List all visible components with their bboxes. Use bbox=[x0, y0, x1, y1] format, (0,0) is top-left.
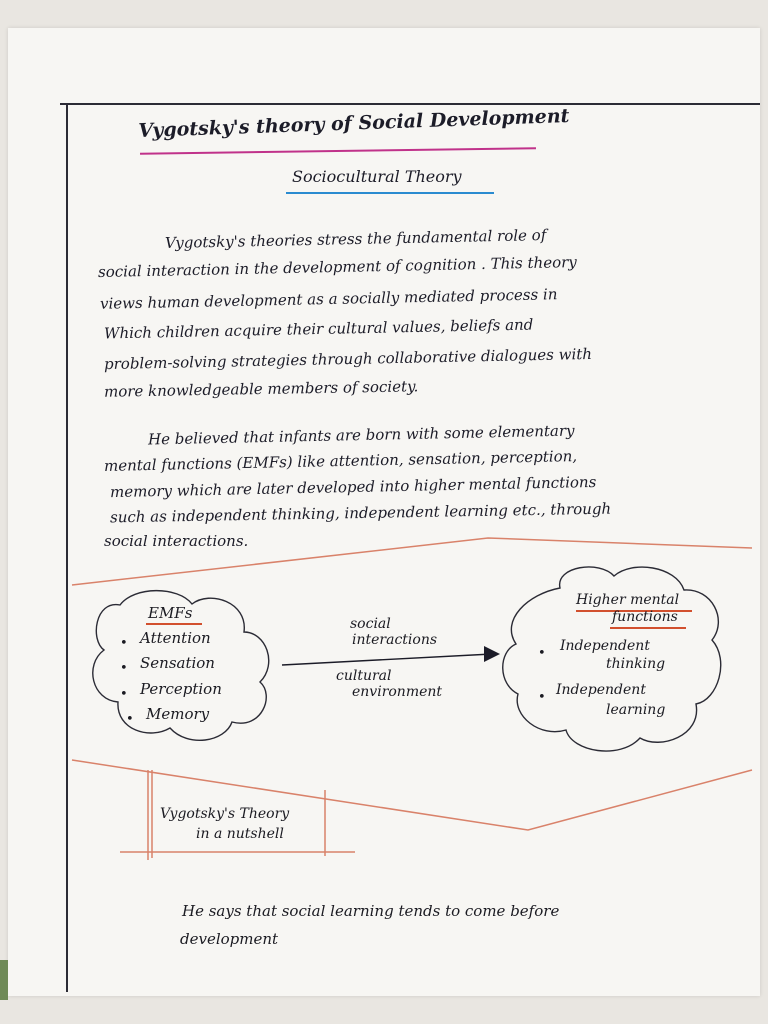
higher-heading-underline bbox=[610, 627, 686, 629]
higher-functions-heading: functions bbox=[612, 609, 678, 625]
arrow-label-social: social bbox=[350, 616, 391, 632]
arrow-label-cultural: cultural bbox=[336, 668, 392, 684]
bullet-icon: • bbox=[120, 687, 128, 702]
bullet-icon: • bbox=[538, 646, 546, 661]
bullet-icon: • bbox=[126, 712, 134, 727]
paragraph2-line: social interactions. bbox=[104, 532, 249, 550]
higher-item: thinking bbox=[606, 656, 666, 672]
paragraph1-line: more knowledgeable members of society. bbox=[103, 377, 419, 401]
footer-line: He says that social learning tends to come before bbox=[182, 902, 560, 920]
footer-line: development bbox=[180, 930, 279, 948]
paragraph2-line: mental functions (EMFs) like attention, sensation, perception, bbox=[103, 447, 578, 475]
arrow-label-interactions: interactions bbox=[352, 632, 438, 648]
emfs-heading-underline bbox=[146, 623, 202, 625]
higher-functions-heading: Higher mental bbox=[576, 592, 680, 608]
page-subtitle: Sociocultural Theory bbox=[292, 167, 462, 186]
higher-item: Independent bbox=[556, 682, 646, 698]
paragraph2-line: He believed that infants are born with some elementary bbox=[147, 421, 575, 449]
paragraph1-line: Vygotsky's theories stress the fundamental role of bbox=[164, 226, 547, 252]
paragraph1-line: Which children acquire their cultural values, beliefs and bbox=[103, 315, 534, 343]
emf-item: Sensation bbox=[140, 654, 215, 672]
arrow-label-environment: environment bbox=[352, 684, 443, 700]
bullet-icon: • bbox=[120, 636, 128, 651]
paragraph1-line: views human development as a socially mediated process in bbox=[99, 285, 558, 313]
emf-item: Memory bbox=[146, 705, 210, 723]
page-title: Vygotsky's theory of Social Development bbox=[138, 104, 570, 142]
paragraph1-line: problem-solving strategies through collaborative dialogues with bbox=[103, 344, 593, 374]
paragraph2-line: memory which are later developed into higher mental functions bbox=[109, 472, 597, 502]
paragraph1-line: social interaction in the development of cognition . This theory bbox=[97, 252, 577, 282]
emf-item: Attention bbox=[140, 629, 211, 647]
summary-box-line: Vygotsky's Theory bbox=[160, 806, 290, 822]
bullet-icon: • bbox=[120, 661, 128, 676]
emfs-heading: EMFs bbox=[148, 604, 193, 622]
bullet-icon: • bbox=[538, 690, 546, 705]
higher-item: learning bbox=[606, 702, 666, 718]
emf-item: Perception bbox=[140, 680, 222, 698]
flow-arrow bbox=[282, 646, 500, 665]
paragraph2-line: such as independent thinking, independent learning etc., through bbox=[109, 499, 612, 527]
higher-item: Independent bbox=[560, 638, 650, 654]
summary-box-line: in a nutshell bbox=[196, 826, 284, 842]
